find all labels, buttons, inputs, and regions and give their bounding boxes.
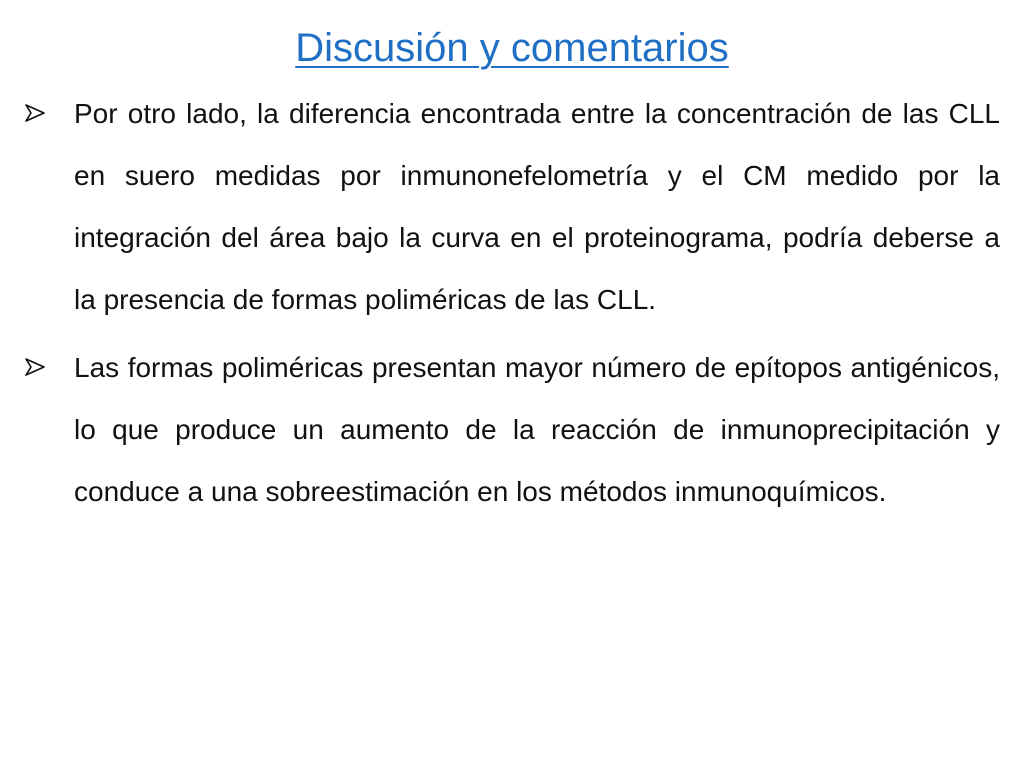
bullet-list [18,83,1000,529]
bullet-text: Por otro lado, la diferencia encontrada entre la concentración de las CLL en suero medidas por inmunonefelometría y el CM medido por la integración del área bajo la curva en el proteinograma, podría deberse a la presencia de formas poliméricas de las CLL. [74,98,1000,315]
arrow-bullet-icon [24,357,46,377]
bullet-item [18,83,1000,331]
slide-title: Discusión y comentarios [295,26,729,70]
bullet-item [18,337,1000,523]
bullet-text: Las formas poliméricas presentan mayor número de epítopos antigénicos, lo que produce un aumento de la reacción de inmunoprecipitación y conduce a una sobreestimación en los métodos inmunoquímicos. [74,352,1000,507]
arrow-bullet-icon [24,103,46,123]
